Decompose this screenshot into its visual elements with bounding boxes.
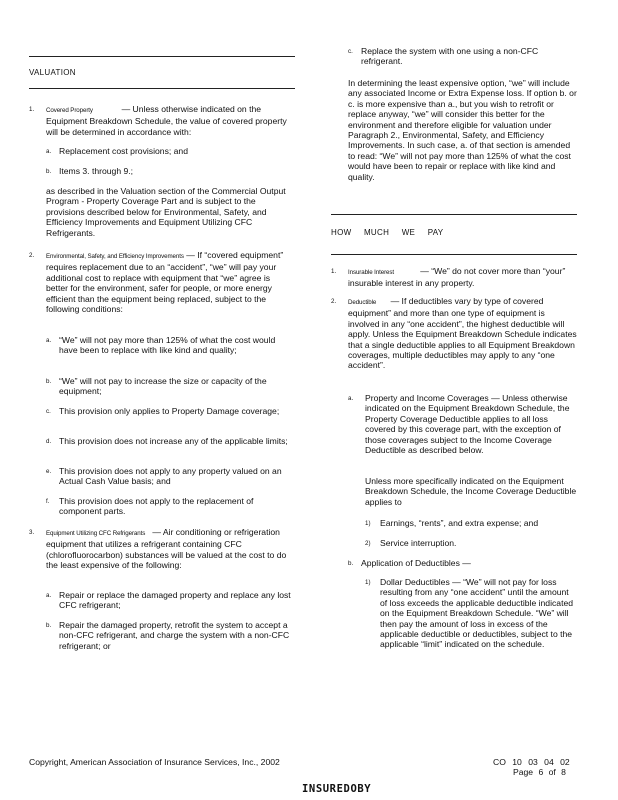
item-text: — If “covered equipment” requires replacement due to an “accident”, “we” will pay your additional cost to replace with equipment that “we” agree is better for the environment, safer for people, or more energy efficient than the equipment being replaced, subject to the following conditions: — [46, 250, 284, 315]
sub-text: This provision does not increase any of the applicable limits; — [59, 436, 288, 446]
heading-rule-left — [29, 88, 295, 89]
item-lead: Environmental, Safety, and Efficiency Improvements — [46, 253, 184, 260]
sub-text: Application of Deductibles — — [361, 558, 471, 568]
sub-label: b. — [46, 378, 52, 385]
watermark-stamp: INSUREDOBY — [302, 783, 372, 795]
sub-text: Dollar Deductibles — “We” will not pay for loss resulting from any “one accident” until the amount of loss exceeds the applicable deductible indicated on the Equipment Breakdown Schedule. “We” will then pay the amount of loss in excess of the applicable deductible or deductibles, subject to the applicable “limit” indicated on the schedule. — [380, 577, 574, 650]
item-text: — Air conditioning or refrigeration equipment that utilizes a refrigerant containing CFC (chlorofluorocarbon) substances will be valued at the cost to do the least expensive of the following: — [46, 527, 287, 571]
sub-label: f. — [46, 498, 50, 505]
sub-label: b. — [348, 560, 354, 567]
item-lead: Insurable Interest — [348, 269, 395, 276]
sub-label: 1) — [365, 579, 371, 586]
item-number: 3. — [29, 529, 35, 536]
section-heading-valuation: VALUATION — [29, 68, 76, 77]
footer-copyright: Copyright, American Association of Insurance Services, Inc., 2002 — [29, 757, 280, 767]
sub-text: Replacement cost provisions; and — [59, 146, 188, 156]
sub-text: Repair or replace the damaged property and replace any lost CFC refrigerant; — [59, 590, 291, 611]
top-rule-left — [29, 56, 295, 57]
sub-label: a. — [46, 148, 52, 155]
sub-label: a. — [348, 395, 354, 402]
sub-label: e. — [46, 468, 52, 475]
item-number: 1. — [29, 106, 35, 113]
sub-text: Earnings, “rents”, and extra expense; and — [380, 518, 539, 528]
item-lead: Deductible — [348, 299, 377, 306]
section-heading-how-much-we-pay: HOW MUCH WE PAY — [331, 228, 444, 237]
item-number: 2. — [29, 252, 35, 259]
item-text: — If deductibles vary by type of covered equipment” and more than one type of equipment is involved in any “one accident”, the highest deductible will apply. Unless the Equipment Breakdown Schedule indicates that a single deductible applies to all Equipment Breakdown coverages, multiple deductibles may apply to any “one accident”. — [348, 296, 577, 371]
sub-label: c. — [348, 48, 353, 55]
sub-text: Property and Income Coverages — Unless otherwise indicated on the Equipment Breakdown Schedule, the Property Coverage Deductible applies to all loss covered by this coverage part, with the exception of those coverages subject to the Income Coverage Deductible as described below. — [365, 393, 570, 456]
item-lead: Equipment Utilizing CFC Refrigerants — [46, 530, 146, 537]
item-lead: Covered Property — [46, 107, 93, 114]
sub-text: This provision does not apply to the replacement of component parts. — [59, 496, 254, 517]
footer-page-number: Page 6 of 8 — [513, 767, 566, 777]
sub-text: This provision does not apply to any property valued on an Actual Cash Value basis; and — [59, 466, 282, 487]
item-after-text: as described in the Valuation section of the Commercial Output Program - Property Coverage Part and is subject to the provisions described below for Environmental, Safety, and Efficiency Improvements and Equipment Utilizing CFC Refrigerants. — [46, 186, 286, 238]
sub-label: 1) — [365, 520, 371, 527]
sub-label: a. — [46, 592, 52, 599]
item-number: 2. — [331, 298, 337, 305]
item-text: — “We” do not cover more than “your” insurable interest in any property. — [348, 266, 566, 289]
item-text: — Unless otherwise indicated on the Equipment Breakdown Schedule, the value of covered property will be determined in accordance with: — [46, 104, 287, 137]
paragraph-text: Unless more specifically indicated on the Equipment Breakdown Schedule, the Income Coverage Deductible applies to — [365, 476, 577, 507]
sub-label: 2) — [365, 540, 371, 547]
sub-text: This provision only applies to Property Damage coverage; — [59, 406, 280, 416]
sub-label: b. — [46, 168, 52, 175]
sub-text: Replace the system with one using a non-CFC refrigerant. — [361, 46, 539, 67]
sub-label: a. — [46, 337, 52, 344]
sub-text: Repair the damaged property, retrofit the system to accept a non-CFC refrigerant, and charge the system with a non-CFC refrigerant; or — [59, 620, 290, 651]
sub-text: Service interruption. — [380, 538, 457, 548]
sub-text: Items 3. through 9.; — [59, 166, 134, 176]
top-rule-right — [331, 214, 577, 215]
footer-form-number: CO 10 03 04 02 — [493, 757, 570, 767]
heading-rule-right — [331, 254, 577, 255]
item-number: 1. — [331, 268, 337, 275]
sub-label: b. — [46, 622, 52, 629]
sub-text: “We” will not pay to increase the size or capacity of the equipment; — [59, 376, 267, 397]
sub-text: “We” will not pay more than 125% of what the cost would have been to replace with like kind and quality; — [59, 335, 276, 356]
sub-label: c. — [46, 408, 51, 415]
sub-label: d. — [46, 438, 52, 445]
paragraph-text: In determining the least expensive option, “we” will include any associated Income or Extra Expense loss. If option b. or c. is more expensive than a., but you wish to retrofit or replace anyway, “we” will consider this better for the environment and therefore eligible for valuation under Paragraph 2., Environmental, Safety, and Efficiency Improvements. In such case, a. of that section is amended to read: “We” will not pay more than 125% of what the cost would have been to repair or replace with like kind and quality. — [348, 78, 577, 182]
